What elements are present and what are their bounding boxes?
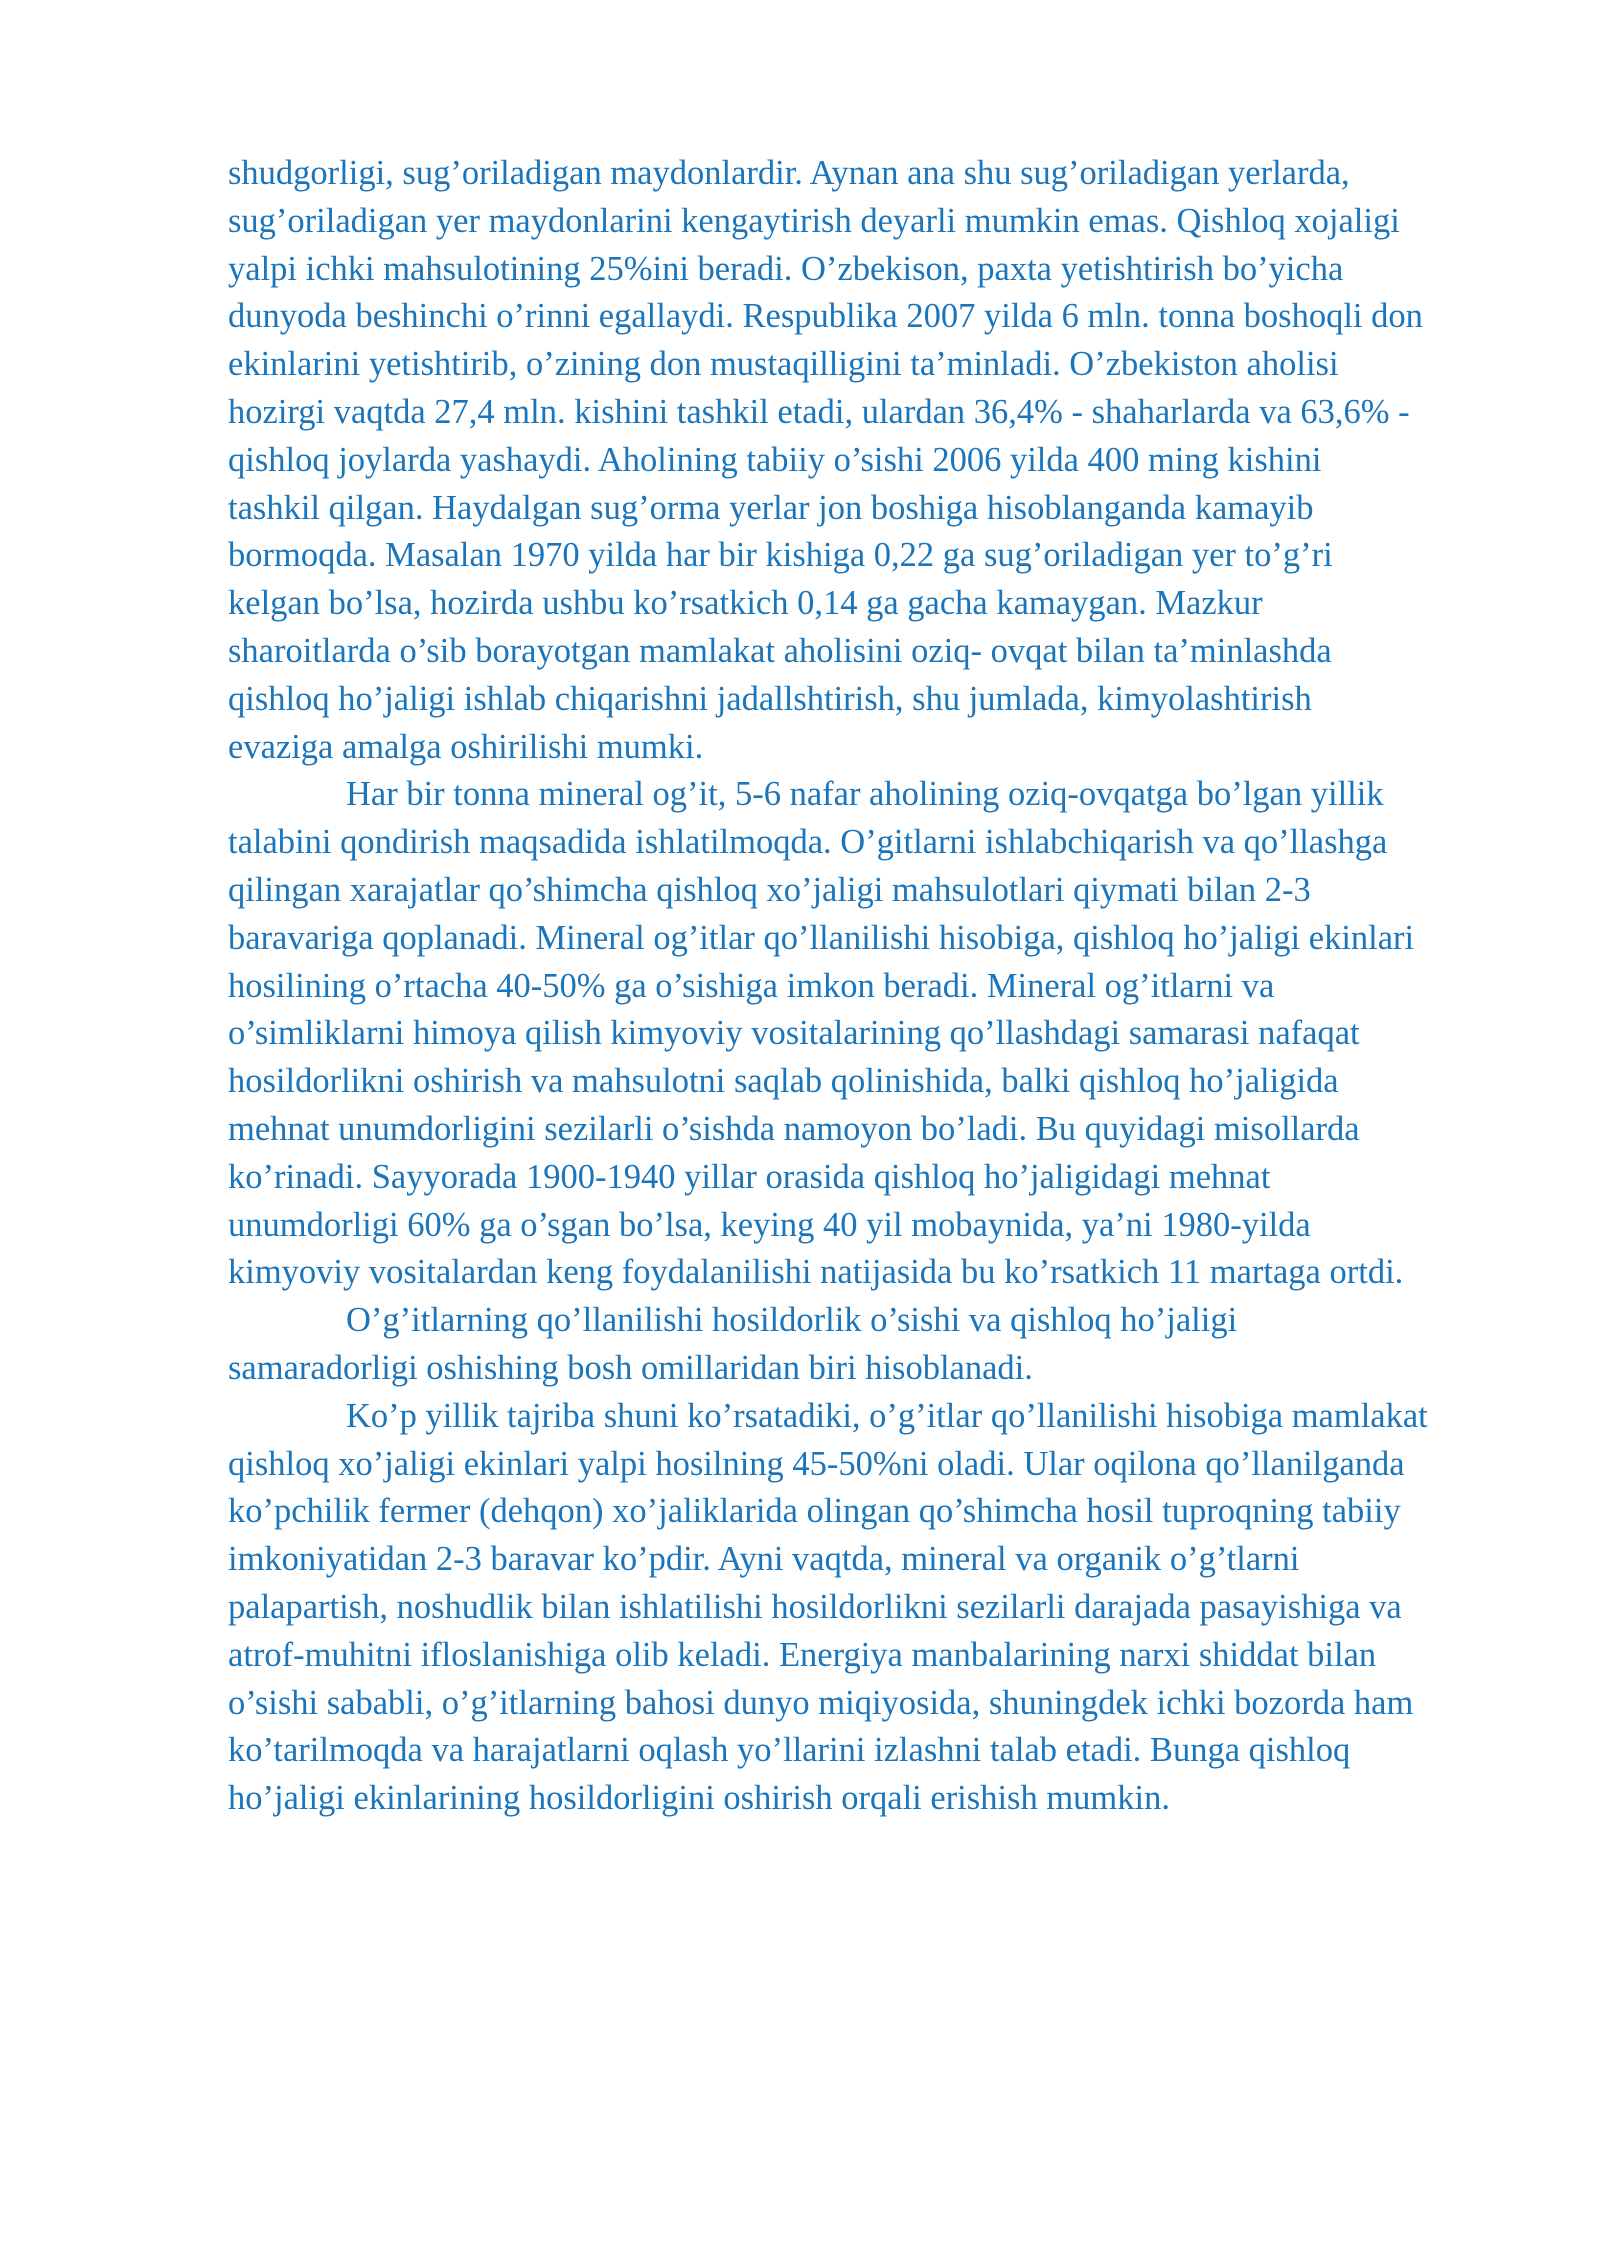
- text-line: ko’pchilik fermer (dehqon) xo’jaliklarida olingan qo’shimcha hosil tuproqning tabiiy: [228, 1492, 1401, 1531]
- text-line: bormoqda. Masalan 1970 yilda har bir kishiga 0,22 ga sug’oriladigan yer to’g’ri: [228, 536, 1333, 575]
- text-line-indented: Ko’p yillik tajriba shuni ko’rsatadiki, o’g’itlar qo’llanilishi hisobiga mamlakat: [346, 1396, 1428, 1435]
- text-line: palapartish, noshudlik bilan ishlatilishi hosildorlikni sezilarli darajada pasayishiga va: [228, 1587, 1402, 1626]
- text-line: evaziga amalga oshirilishi mumki.: [228, 727, 704, 766]
- text-line: shudgorligi, sug’oriladigan maydonlardir. Aynan ana shu sug’oriladigan yerlarda,: [228, 154, 1350, 192]
- text-line: qishloq joylarda yashaydi. Aholining tabiiy o’sishi 2006 yilda 400 ming kishini: [228, 440, 1322, 479]
- text-line: yalpi ichki mahsulotining 25%ini beradi. O’zbekison, paxta yetishtirish bo’yicha: [228, 249, 1344, 288]
- text-line: qilingan xarajatlar qo’shimcha qishloq xo’jaligi mahsulotlari qiymati bilan 2-3: [228, 870, 1311, 909]
- text-line: hosilining o’rtacha 40-50% ga o’sishiga imkon beradi. Mineral og’itlarni va: [228, 966, 1275, 1005]
- text-line: sug’oriladigan yer maydonlarini kengaytirish deyarli mumkin emas. Qishloq xojaligi: [228, 201, 1400, 240]
- text-line: ko’tarilmoqda va harajatlarni oqlash yo’llarini izlashni talab etadi. Bunga qishloq: [228, 1731, 1351, 1770]
- text-line: atrof-muhitni ifloslanishiga olib keladi. Energiya manbalarining narxi shiddat bilan: [228, 1635, 1377, 1674]
- text-line: tashkil qilgan. Haydalgan sug’orma yerlar jon boshiga hisoblanganda kamayib: [228, 488, 1314, 527]
- text-line: mehnat unumdorligini sezilarli o’sishda namoyon bo’ladi. Bu quyidagi misollarda: [228, 1109, 1360, 1148]
- text-line: dunyoda beshinchi o’rinni egallaydi. Respublika 2007 yilda 6 mln. tonna boshoqli don: [228, 297, 1423, 336]
- paragraph-4: [228, 1393, 1488, 1823]
- text-line: talabini qondirish maqsadida ishlatilmoqda. O’gitlarni ishlabchiqarish va qo’llashga: [228, 823, 1388, 862]
- text-line-indented: O’g’itlarning qo’llanilishi hosildorlik o’sishi va qishloq ho’jaligi: [346, 1301, 1238, 1340]
- text-line: ekinlarini yetishtirib, o’zining don mustaqilligini ta’minladi. O’zbekiston aholisi: [228, 345, 1339, 384]
- paragraph-2: [228, 771, 1488, 1297]
- text-line: o’sishi sababli, o’g’itlarning bahosi dunyo miqiyosida, shuningdek ichki bozorda ham: [228, 1683, 1414, 1722]
- paragraph-1: [228, 150, 1488, 771]
- text-line: imkoniyatidan 2-3 baravar ko’pdir. Ayni vaqtda, mineral va organik o’g’tlarni: [228, 1540, 1300, 1579]
- text-line: baravariga qoplanadi. Mineral og’itlar qo’llanilishi hisobiga, qishloq ho’jaligi ekinlari: [228, 918, 1415, 957]
- text-line: kelgan bo’lsa, hozirda ushbu ko’rsatkich 0,14 ga gacha kamaygan. Mazkur: [228, 584, 1263, 623]
- text-line-indented: Har bir tonna mineral og’it, 5-6 nafar aholining oziq-ovqatga bo’lgan yillik: [346, 775, 1384, 814]
- text-line: kimyoviy vositalardan keng foydalanilishi natijasida bu ko’rsatkich 11 martaga ortdi.: [228, 1253, 1404, 1292]
- text-line: hosildorlikni oshirish va mahsulotni saqlab qolinishida, balki qishloq ho’jaligida: [228, 1062, 1339, 1101]
- text-line: ho’jaligi ekinlarining hosildorligini oshirish orqali erishish mumkin.: [228, 1779, 1170, 1818]
- text-line: qishloq ho’jaligi ishlab chiqarishni jadallshtirish, shu jumlada, kimyolashtirish: [228, 679, 1312, 718]
- text-line: sharoitlarda o’sib borayotgan mamlakat aholisini oziq- ovqat bilan ta’minlashda: [228, 631, 1332, 670]
- text-line: qishloq xo’jaligi ekinlari yalpi hosilning 45-50%ni oladi. Ular oqilona qo’llanilganda: [228, 1444, 1405, 1483]
- text-line: unumdorligi 60% ga o’sgan bo’lsa, keying 40 yil mobaynida, ya’ni 1980-yilda: [228, 1205, 1311, 1244]
- text-line: o’simliklarni himoya qilish kimyoviy vositalarining qo’llashdagi samarasi nafaqat: [228, 1014, 1360, 1053]
- body-text: [228, 150, 1488, 1823]
- paragraph-3: [228, 1297, 1488, 1393]
- text-line: samaradorligi oshishing bosh omillaridan biri hisoblanadi.: [228, 1348, 1033, 1387]
- text-line: hozirgi vaqtda 27,4 mln. kishini tashkil etadi, ulardan 36,4% - shaharlarda va 63,6% -: [228, 392, 1410, 431]
- text-line: ko’rinadi. Sayyorada 1900-1940 yillar orasida qishloq ho’jaligidagi mehnat: [228, 1157, 1271, 1196]
